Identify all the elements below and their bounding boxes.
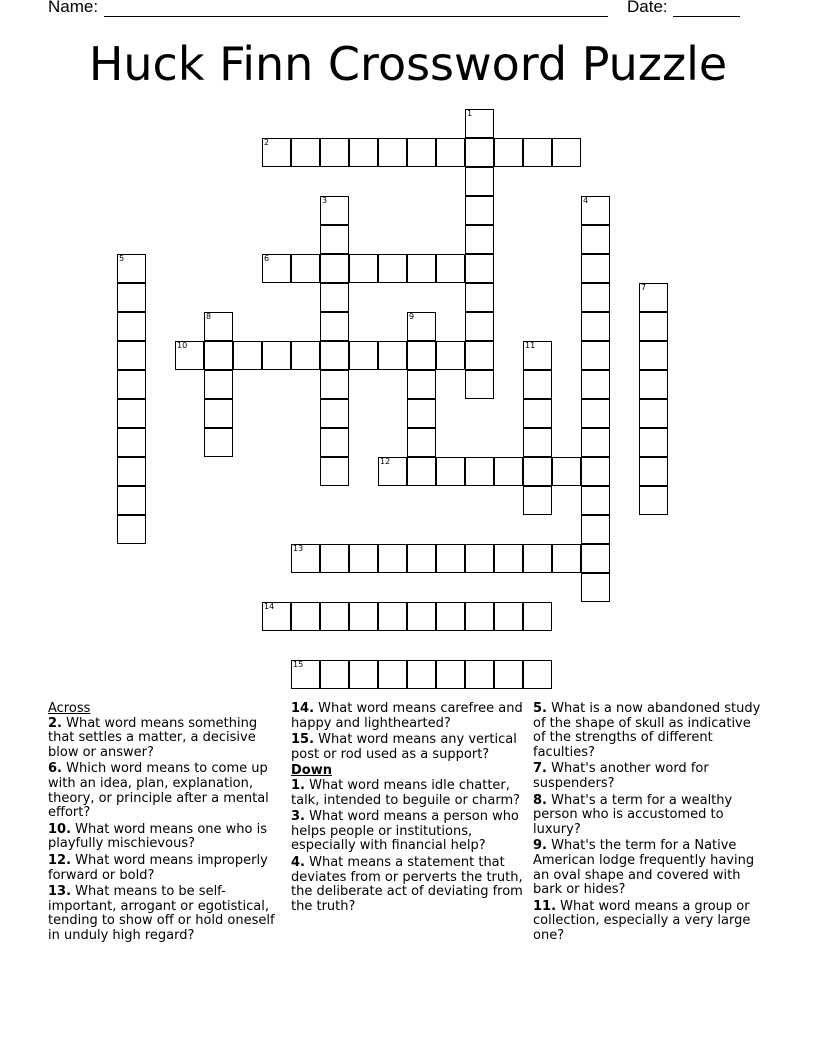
grid-cell[interactable] <box>320 457 349 486</box>
clue-number: 12. <box>48 852 72 868</box>
clue-number: 2. <box>48 715 62 731</box>
grid-cell[interactable] <box>407 370 436 399</box>
page-title: Huck Finn Crossword Puzzle <box>88 37 728 91</box>
grid-cell[interactable] <box>378 602 407 631</box>
clue-text: What is a now abandoned study of the shape of skull as indicative of the strengths of different faculties? <box>533 701 761 760</box>
grid-cell[interactable] <box>639 457 668 486</box>
grid-cell[interactable] <box>494 138 523 167</box>
grid-cell[interactable] <box>436 457 465 486</box>
clue <box>291 856 523 914</box>
clue <box>291 733 523 762</box>
grid-cell[interactable] <box>407 254 436 283</box>
grid-cell[interactable] <box>465 341 494 370</box>
clue-number: 12 <box>380 457 391 466</box>
grid-cell[interactable] <box>117 486 146 515</box>
grid-cell[interactable] <box>407 341 436 370</box>
clue <box>533 900 765 944</box>
grid-cell[interactable] <box>204 341 233 370</box>
grid-cell[interactable] <box>581 341 610 370</box>
clue <box>533 702 765 760</box>
grid-cell[interactable] <box>378 544 407 573</box>
clue-number: 11. <box>533 898 557 914</box>
grid-cell[interactable] <box>494 457 523 486</box>
clue-number: 5. <box>533 701 547 716</box>
grid-cell[interactable] <box>523 660 552 689</box>
grid-cell[interactable] <box>407 544 436 573</box>
clue-number: 14 <box>264 602 275 611</box>
grid-cell[interactable] <box>291 602 320 631</box>
grid-cell[interactable] <box>204 370 233 399</box>
grid-cell[interactable] <box>117 457 146 486</box>
clue-number: 6 <box>264 254 270 263</box>
clue-number: 9 <box>409 312 415 321</box>
clue-number: 8 <box>206 312 212 321</box>
clue-number: 10. <box>48 821 72 837</box>
grid-cell[interactable] <box>291 544 320 573</box>
grid-cell[interactable] <box>465 457 494 486</box>
clue-number: 8. <box>533 792 547 808</box>
grid-cell[interactable] <box>349 602 378 631</box>
clue-number: 4. <box>291 854 305 870</box>
grid-cell[interactable] <box>117 515 146 544</box>
grid-cell[interactable] <box>523 602 552 631</box>
grid-cell[interactable] <box>117 254 146 283</box>
clue <box>48 854 284 883</box>
clue-text: What's a term for a wealthy person who is accustomed to luxury? <box>533 792 733 837</box>
clues-column-3 <box>533 702 765 946</box>
grid-cell[interactable] <box>465 225 494 254</box>
grid-cell[interactable] <box>378 254 407 283</box>
grid-cell[interactable] <box>320 660 349 689</box>
clue-text: What's the term for a Native American lodge frequently having an oval shape and covered with bark or hides? <box>533 838 755 898</box>
grid-cell[interactable] <box>407 602 436 631</box>
clue-text: What means a statement that deviates from or perverts the truth, the deliberate act of deviating from the truth? <box>291 854 523 914</box>
down-heading: Down <box>291 763 332 779</box>
grid-cell[interactable] <box>465 138 494 167</box>
clue <box>48 823 284 852</box>
grid-cell[interactable] <box>581 428 610 457</box>
grid-cell[interactable] <box>117 428 146 457</box>
grid-cell[interactable] <box>523 428 552 457</box>
clue-number: 2 <box>264 138 270 147</box>
grid-cell[interactable] <box>639 428 668 457</box>
grid-cell[interactable] <box>581 196 610 225</box>
grid-cell[interactable] <box>581 225 610 254</box>
grid-cell[interactable] <box>320 370 349 399</box>
grid-cell[interactable] <box>378 660 407 689</box>
grid-cell[interactable] <box>465 312 494 341</box>
grid-cell[interactable] <box>465 196 494 225</box>
grid-cell[interactable] <box>291 341 320 370</box>
clue-number: 13. <box>48 884 72 900</box>
across-heading: Across <box>48 701 91 716</box>
clue <box>48 762 284 820</box>
grid-cell[interactable] <box>581 312 610 341</box>
grid-cell[interactable] <box>262 341 291 370</box>
grid-cell[interactable] <box>436 602 465 631</box>
clue-number: 3. <box>291 809 305 825</box>
grid-cell[interactable] <box>436 544 465 573</box>
clue-number: 14. <box>291 701 315 716</box>
grid-cell[interactable] <box>349 254 378 283</box>
grid-cell[interactable] <box>407 312 436 341</box>
clue-number: 11 <box>525 341 536 350</box>
clue-text: What word means something that settles a matter, a decisive blow or answer? <box>48 715 258 760</box>
grid-cell[interactable] <box>204 428 233 457</box>
grid-cell[interactable] <box>407 428 436 457</box>
clue-number: 7 <box>641 283 647 292</box>
grid-cell[interactable] <box>320 341 349 370</box>
clues-column-2 <box>291 702 523 916</box>
grid-cell[interactable] <box>262 602 291 631</box>
clue <box>291 779 523 808</box>
clue-text: What word means idle chatter, talk, intended to beguile or charm? <box>291 777 521 808</box>
clue-number: 6. <box>48 761 62 777</box>
grid-cell[interactable] <box>523 138 552 167</box>
grid-cell[interactable] <box>639 486 668 515</box>
clue <box>533 762 765 791</box>
clue-text: Which word means to come up with an idea, plan, explanation, theory, or principle after a mental effort? <box>48 761 269 821</box>
clue-number: 4 <box>583 196 589 205</box>
grid-cell[interactable] <box>320 399 349 428</box>
grid-cell[interactable] <box>465 370 494 399</box>
grid-cell[interactable] <box>581 486 610 515</box>
grid-cell[interactable] <box>117 341 146 370</box>
across-clue-list-continued <box>291 702 523 762</box>
grid-cell[interactable] <box>320 312 349 341</box>
grid-cell[interactable] <box>465 602 494 631</box>
grid-cell[interactable] <box>639 341 668 370</box>
grid-cell[interactable] <box>581 573 610 602</box>
grid-cell[interactable] <box>320 283 349 312</box>
clue <box>291 702 523 731</box>
grid-cell[interactable] <box>581 254 610 283</box>
grid-cell[interactable] <box>465 283 494 312</box>
grid-cell[interactable] <box>175 341 204 370</box>
clue-text: What word means a group or collection, especially a very large one? <box>533 898 751 943</box>
grid-cell[interactable] <box>407 138 436 167</box>
grid-cell[interactable] <box>436 660 465 689</box>
clue <box>533 794 765 838</box>
grid-cell[interactable] <box>639 399 668 428</box>
grid-cell[interactable] <box>291 660 320 689</box>
grid-cell[interactable] <box>407 457 436 486</box>
clue-number: 5 <box>119 254 125 263</box>
grid-cell[interactable] <box>407 660 436 689</box>
clue-number: 15 <box>293 660 304 669</box>
grid-cell[interactable] <box>523 544 552 573</box>
grid-cell[interactable] <box>378 457 407 486</box>
grid-cell[interactable] <box>523 399 552 428</box>
grid-cell[interactable] <box>552 457 581 486</box>
grid-cell[interactable] <box>349 544 378 573</box>
grid-cell[interactable] <box>639 370 668 399</box>
clue-text: What word means any vertical post or rod used as a support? <box>291 732 517 762</box>
grid-cell[interactable] <box>117 312 146 341</box>
grid-cell[interactable] <box>378 341 407 370</box>
name-label: Name: <box>48 0 99 16</box>
grid-cell[interactable] <box>581 515 610 544</box>
grid-cell[interactable] <box>320 602 349 631</box>
grid-cell[interactable] <box>494 660 523 689</box>
clue-number: 7. <box>533 761 547 777</box>
grid-cell[interactable] <box>262 138 291 167</box>
grid-cell[interactable] <box>465 254 494 283</box>
grid-cell[interactable] <box>494 544 523 573</box>
across-clue-list <box>48 717 284 944</box>
clue-number: 3 <box>322 196 328 205</box>
clue-number: 10 <box>177 341 188 350</box>
grid-cell[interactable] <box>117 399 146 428</box>
grid-cell[interactable] <box>494 602 523 631</box>
grid-cell[interactable] <box>204 312 233 341</box>
clue-number: 9. <box>533 838 547 854</box>
grid-cell[interactable] <box>320 225 349 254</box>
down-clue-list-continued <box>533 702 765 944</box>
grid-cell[interactable] <box>465 167 494 196</box>
grid-cell[interactable] <box>204 399 233 428</box>
clue-number: 1. <box>291 777 305 793</box>
date-label: Date: <box>627 0 668 16</box>
clue <box>48 717 284 761</box>
clue <box>291 810 523 854</box>
grid-cell[interactable] <box>581 457 610 486</box>
grid-cell[interactable] <box>436 138 465 167</box>
grid-cell[interactable] <box>349 138 378 167</box>
clue-number: 1 <box>467 109 473 118</box>
grid-cell[interactable] <box>407 399 436 428</box>
clue-text: What word means carefree and happy and lighthearted? <box>291 701 523 731</box>
grid-cell[interactable] <box>436 341 465 370</box>
clue-text: What's another word for suspenders? <box>533 761 709 791</box>
clue <box>48 885 284 943</box>
grid-cell[interactable] <box>465 660 494 689</box>
grid-cell[interactable] <box>552 138 581 167</box>
grid-cell[interactable] <box>320 544 349 573</box>
grid-cell[interactable] <box>465 109 494 138</box>
grid-cell[interactable] <box>523 457 552 486</box>
clue-text: What word means one who is playfully mischievous? <box>48 821 267 852</box>
grid-cell[interactable] <box>262 254 291 283</box>
grid-cell[interactable] <box>436 254 465 283</box>
grid-cell[interactable] <box>291 138 320 167</box>
grid-cell[interactable] <box>581 370 610 399</box>
clue-number: 15. <box>291 732 315 748</box>
grid-cell[interactable] <box>581 283 610 312</box>
grid-cell[interactable] <box>349 660 378 689</box>
down-clue-list <box>291 779 523 914</box>
grid-cell[interactable] <box>581 544 610 573</box>
clue-text: What word means improperly forward or bold? <box>48 852 268 883</box>
grid-cell[interactable] <box>523 370 552 399</box>
grid-cell[interactable] <box>117 283 146 312</box>
grid-cell[interactable] <box>639 283 668 312</box>
grid-cell[interactable] <box>378 138 407 167</box>
grid-cell[interactable] <box>320 138 349 167</box>
grid-cell[interactable] <box>523 486 552 515</box>
clue-text: What means to be self-important, arrogant or egotistical, tending to show off or hold oneself in unduly high regard? <box>48 884 275 943</box>
clue <box>533 839 765 897</box>
grid-cell[interactable] <box>581 399 610 428</box>
grid-cell[interactable] <box>320 196 349 225</box>
grid-cell[interactable] <box>291 254 320 283</box>
grid-cell[interactable] <box>639 312 668 341</box>
grid-cell[interactable] <box>117 370 146 399</box>
grid-cell[interactable] <box>320 428 349 457</box>
clue-text: What word means a person who helps people or institutions, especially with financial help? <box>291 809 519 854</box>
clue-number: 13 <box>293 544 304 553</box>
grid-cell[interactable] <box>233 341 262 370</box>
grid-cell[interactable] <box>349 341 378 370</box>
grid-cell[interactable] <box>552 544 581 573</box>
clues-column-1 <box>48 702 284 946</box>
grid-cell[interactable] <box>523 341 552 370</box>
grid-cell[interactable] <box>320 254 349 283</box>
grid-cell[interactable] <box>465 544 494 573</box>
